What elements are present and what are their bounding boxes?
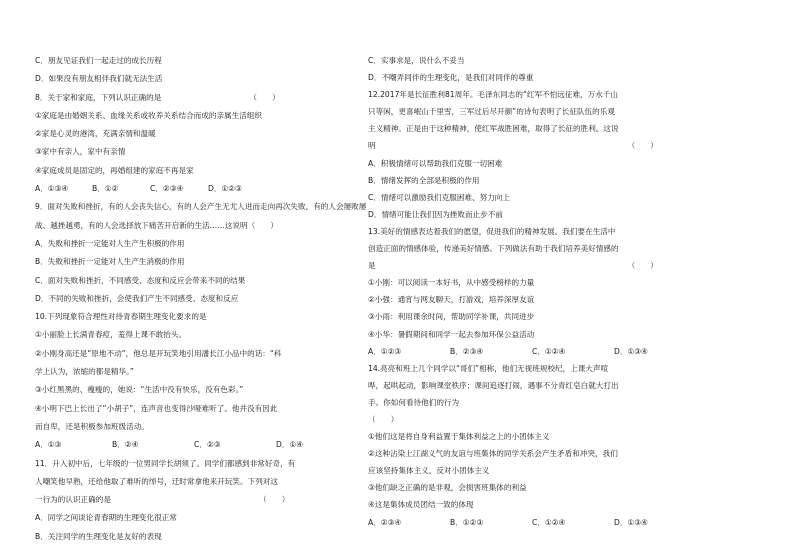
- q11-answer-paren: （ ）: [258, 495, 290, 505]
- q8-stem: [35, 89, 369, 107]
- q10-item-2-cont: 学上认为，浓缩的都是精华。”: [35, 367, 134, 377]
- q10-option-c: C．②③: [194, 440, 221, 450]
- q14-option-c: C．①②④: [532, 517, 566, 527]
- q8-option-d: D．①②③: [208, 184, 242, 194]
- q8-options: [35, 180, 369, 198]
- q9-option-b: B．失败和挫折一定能对人生产生消极的作用: [35, 257, 185, 267]
- q13-stem-line-1: 13.美好的情感表达着我们的愿望，促进我们的精神发展。我们要在生活中: [368, 226, 616, 236]
- q14-option-b: B．①②③: [450, 517, 484, 527]
- q11-stem-text: 一行为的认识正确的是: [35, 495, 111, 505]
- right-column: [368, 52, 702, 531]
- q13-item-3: ③小雨：利用课余时间，帮助同学补课，共同进步: [368, 312, 535, 322]
- q14-item-1: ①他们这是将自身利益置于集体利益之上的小团体主义: [368, 432, 550, 442]
- q8-item-3: ③家中有亲人，家中有亲情: [35, 147, 126, 157]
- q7-option-d: D．如果没有朋友相伴我们就无法生活: [35, 74, 163, 84]
- q14-item-2: ②这种沾染上江湖义气的友谊与班集体的同学关系会产生矛盾和冲突，我们: [368, 449, 618, 459]
- q8-option-c: C．②③④: [150, 184, 184, 194]
- q9-stem-line-1: 9．面对失败和挫折，有的人会丧失信心，有的人会产生无尤人进而走向再次失败，有的人会屡败屡: [35, 202, 367, 212]
- q8-option-a: A．①③④: [35, 184, 69, 194]
- q8-item-1: ①家庭是由婚姻关系、血缘关系或收养关系结合而成的亲属生活组织: [35, 110, 263, 120]
- q10-item-3: ③小红黑黑的、瘦瘦的，她说：“生活中没有快乐，没有色彩。”: [35, 385, 244, 395]
- q12-stem-line-3: 主义精神。正是由于这种精神，使红军战胜困难，取得了长征的胜利。这说: [368, 124, 619, 134]
- q10-options: [35, 436, 369, 454]
- q11-stem-line-1: 11．升入初中后，七年级的一位男同学长胡须了。同学们都感到非常好奇，有: [35, 458, 296, 468]
- q11-option-d: D．不嘲弄同伴的生理变化，是我们对同伴的尊重: [368, 73, 534, 83]
- q12-option-a: A．积极情绪可以帮助我们克服一切困难: [368, 158, 503, 168]
- q10-item-4-cont: 而自卑，还是积极参加班级活动。: [35, 421, 149, 431]
- q9-option-a: A．失败和挫折一定能对人生产生积极的作用: [35, 238, 185, 248]
- q8-item-2: ②家是心灵的港湾，充满亲情和温暖: [35, 129, 156, 139]
- q11-option-c: C．实事求是，说什么不妥当: [368, 56, 465, 65]
- q14-stem-line-1: 14.亮亮和班上几个同学以“哥们”相称，他们无视班规校纪，上课大声喧: [368, 363, 609, 373]
- q9-option-d: D．不同的失败和挫折，会使我们产生不同感受、态度和反应: [35, 293, 239, 303]
- q8-item-4: ④家庭成员是固定的，再婚组建的家庭不再是家: [35, 165, 194, 175]
- q14-option-d: D．①③④: [614, 517, 648, 527]
- q12-option-c: C．情绪可以激励我们克服困难、努力向上: [368, 192, 510, 202]
- q12-answer-paren: （ ）: [627, 141, 658, 151]
- q14-stem-line-3: 手。你如何看待他们的行为: [368, 397, 460, 407]
- q7-option-c: C．朋友见证我们一起走过的成长历程: [35, 56, 162, 65]
- q10-item-2: ②小刚身高还是“原地不动”，他总是开玩笑地引用潘长江小品中的话：“科: [35, 348, 282, 358]
- q12-option-d: D．情绪可能让我们因为挫败而止步不前: [368, 209, 503, 219]
- q12-stem-text: 明: [368, 141, 376, 151]
- q9-stem-line-2: 战、越挫越勇，有的人会选择放下痛苦开启新的生活……这说明（ ）: [35, 220, 278, 230]
- q13-item-4: ④小华：暑假期间和同学一起去参加环保公益活动: [368, 329, 535, 339]
- q13-option-b: B．②③④: [450, 346, 484, 356]
- q14-stem-line-2: 哗，起哄起动，影响课堂秩序；课间追逐打闹，遇事不分青红皂白就大打出: [368, 380, 619, 390]
- q11-option-b: B．关注同学的生理变化是友好的表现: [35, 531, 162, 541]
- q10-item-4: ④小明下巴上长出了“小胡子”，连声音也变得沙哑难听了。他并没有因此: [35, 403, 278, 413]
- q10-option-a: A．①③: [35, 440, 62, 450]
- q14-option-a: A．②③④: [368, 517, 402, 527]
- q13-option-c: C．①②④: [532, 346, 566, 356]
- q13-option-a: A．①②③: [368, 346, 402, 356]
- q8-option-b: B．①②: [92, 184, 119, 194]
- q8-stem-text: 8．关于家和家庭，下列认识正确的是: [35, 92, 162, 102]
- q13-options: [368, 343, 702, 360]
- q10-item-1: ①小丽脸上长满青春痘，羞得上课不敢抬头。: [35, 330, 187, 340]
- q14-item-2-cont: 应该坚持集体主义，反对小团体主义: [368, 466, 490, 476]
- q13-stem-line-2: 创造正面的情感体验，传递美好情感。下列做法有助于我们培养美好情感的: [368, 244, 619, 254]
- q14-options: [368, 514, 702, 531]
- q14-item-4: ④这是集体成员团结一致的体现: [368, 500, 474, 510]
- q14-item-3: ③他们缺乏正确的是非观，会损害班集体的利益: [368, 483, 527, 493]
- q12-stem-line-4: [368, 137, 702, 154]
- q12-stem-line-2: 只等闲，更喜岷山千里雪，三军过后尽开颜”的诗句表明了长征队伍的乐观: [368, 107, 615, 117]
- left-column: [35, 52, 369, 546]
- q14-answer-paren: （ ）: [368, 414, 399, 424]
- q8-answer-paren: （ ）: [249, 92, 280, 102]
- q13-stem-line-3: [368, 257, 702, 274]
- q13-item-1: ①小刚：可以阅读一本好书，从中感受榜样的力量: [368, 278, 535, 288]
- q11-stem-line-2: 人嘲笑他早熟，还给他取了难听的绰号，迁时常拿他来开玩笑。下列对这: [35, 476, 278, 486]
- q10-option-d: D．①④: [276, 440, 304, 450]
- q11-option-a: A．同学之间谈论青春期的生理变化很正常: [35, 513, 177, 523]
- q12-option-b: B．情绪发挥的全部是积极的作用: [368, 175, 480, 185]
- q10-option-b: B．②④: [112, 440, 139, 450]
- q11-stem-line-3: [35, 491, 369, 509]
- q12-stem-line-1: 12.2017年是长征胜利81周年。毛泽东同志的“红军不怕远征难，万水千山: [368, 90, 619, 100]
- q13-stem-text: 是: [368, 261, 376, 271]
- q10-stem: 10.下列现象符合理性对待青春期生理变化要求的是: [35, 312, 207, 322]
- q13-option-d: D．①③④: [614, 346, 648, 356]
- q9-option-c: C．面对失败和挫折，不同感受、态度和反应会带来不同的结果: [35, 275, 246, 285]
- q13-item-2: ②小强：通宵与网友聊天，打游戏，培养深厚友谊: [368, 295, 535, 305]
- q13-answer-paren: （ ）: [627, 261, 658, 271]
